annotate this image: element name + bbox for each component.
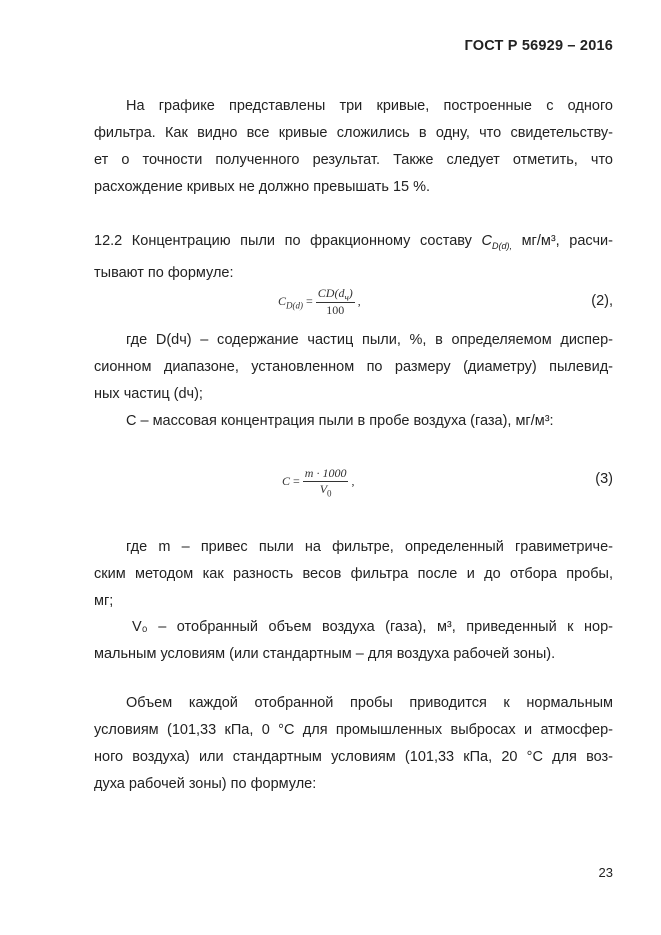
text-line: условиям (101,33 кПа, 0 °С для промышленных выбросах и атмосфер-: [94, 722, 613, 738]
text-fragment: мг/м³, расчи-: [512, 233, 613, 249]
fraction: [316, 286, 355, 318]
paragraph-graph-description: [94, 93, 613, 201]
fraction: [303, 466, 349, 498]
equation-number-3: (3): [595, 471, 613, 487]
equals-sign: =: [293, 473, 300, 488]
paragraph-where-c: [94, 408, 613, 435]
variable-subscript: D(d),: [492, 240, 512, 251]
text-line: ных частиц (dч);: [94, 386, 203, 402]
text-line: На графике представлены три кривые, построенные с одного: [126, 98, 613, 114]
formula-lhs: C: [282, 473, 291, 488]
text-fragment: 12.2 Концентрацию пыли по фракционному составу: [94, 233, 482, 249]
denominator-var: V: [319, 482, 328, 496]
formula-comma: ,: [357, 293, 361, 308]
text-line: где m – привес пыли на фильтре, определенный гравиметриче-: [126, 539, 613, 555]
text-line: V₀ – отобранный объем воздуха (газа), м³, приведенный к нор-: [132, 619, 613, 635]
text-line: фильтра. Как видно все кривые сложились в одну, что свидетельству-: [94, 125, 613, 141]
paragraph-where-m: [94, 534, 613, 615]
paragraph-where-v0: [94, 614, 613, 668]
equation-number-2: (2),: [591, 293, 613, 309]
numerator-close: ): [348, 286, 353, 300]
paragraph-section-12-2: [94, 228, 613, 287]
text-line: ет о точности полученного результат. Также следует отметить, что: [94, 152, 613, 168]
text-line: где D(dч) – содержание частиц пыли, %, в определяемом диспер-: [126, 332, 613, 348]
text-line: ного воздуха) или стандартным условиям (101,33 кПа, 20 °С для воз-: [94, 749, 613, 765]
paragraph-where-d: [94, 327, 613, 408]
formula-2: [278, 286, 361, 318]
text-line: Объем каждой отобранной пробы приводится к нормальным: [126, 695, 613, 711]
numerator-subscript: ч: [344, 292, 349, 303]
variable-c: C: [481, 233, 492, 249]
text-line: C – массовая концентрация пыли в пробе воздуха (газа), мг/м³:: [126, 413, 554, 429]
text-line: тывают по формуле:: [94, 264, 234, 281]
text-line: мальным условиям (или стандартным – для воздуха рабочей зоны).: [94, 646, 556, 662]
page-number: 23: [598, 865, 613, 880]
text-line: сионном диапазоне, установленном по размеру (диаметру) пылевид-: [94, 359, 613, 375]
denominator: 100: [326, 303, 345, 318]
formula-lhs: C: [278, 293, 287, 308]
paragraph-volume: [94, 690, 613, 798]
denominator: [303, 482, 349, 498]
formula-3: [282, 466, 354, 498]
numerator: [316, 286, 355, 303]
denominator-subscript: 0: [327, 488, 332, 499]
text-line: [94, 228, 613, 260]
text-line: мг;: [94, 593, 114, 609]
document-header: ГОСТ Р 56929 – 2016: [464, 38, 613, 54]
equals-sign: =: [306, 293, 313, 308]
text-line: духа рабочей зоны) по формуле:: [94, 776, 317, 792]
text-line: ским методом как разность весов фильтра после и до отбора пробы,: [94, 566, 613, 582]
formula-lhs-subscript: D(d): [286, 300, 304, 311]
numerator-text: CD(d: [317, 286, 345, 300]
text-line: расхождение кривых не должно превышать 15 %.: [94, 179, 431, 195]
numerator: m · 1000: [304, 466, 347, 480]
formula-comma: ,: [351, 473, 355, 488]
